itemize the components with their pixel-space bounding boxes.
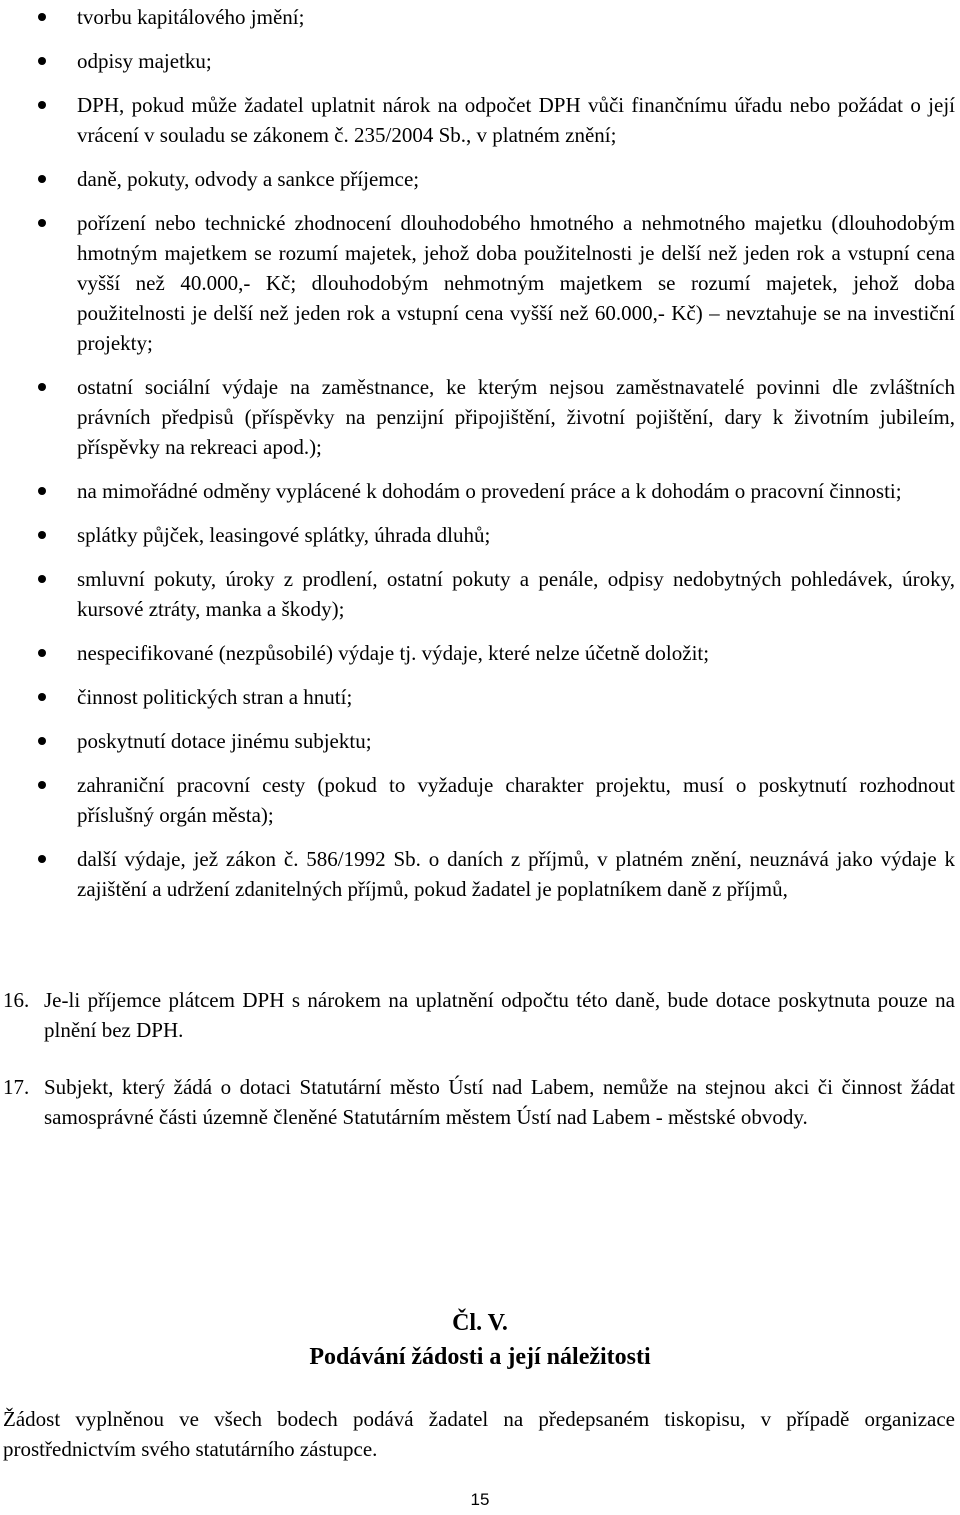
- list-item: [0, 520, 960, 550]
- bullet-icon: [38, 531, 46, 539]
- bullet-icon: [38, 737, 46, 745]
- article-paragraph: Žádost vyplněnou ve všech bodech podává žadatel na předepsaném tiskopisu, v případě organizace prostřednictvím svého statutárního zástupce.: [3, 1407, 955, 1461]
- list-item: [0, 372, 960, 462]
- article-title: Podávání žádosti a její náležitosti: [309, 1344, 651, 1370]
- list-item-text: splátky půjček, leasingové splátky, úhrada dluhů;: [77, 523, 491, 547]
- page-number: 15: [470, 1490, 490, 1509]
- numbered-item-17: [0, 1072, 955, 1132]
- list-item-text: nespecifikované (nezpůsobilé) výdaje tj. výdaje, které nelze účetně doložit;: [77, 641, 710, 665]
- list-item-text: pořízení nebo technické zhodnocení dlouhodobého hmotného a nehmotného majetku (dlouhodobým hmotným majetkem se rozumí majetek, jehož doba použitelnosti je delší než jeden rok a vstupní cena vyšší než 40.000,- Kč; dlouhodobým nehmotným majetkem se rozumí majetek, jehož doba použitelnosti je delší než jeden rok a vstupní cena vyšší než 60.000,- Kč) – nevztahuje se na investiční projekty;: [77, 211, 955, 355]
- list-item: [0, 770, 960, 830]
- list-item-text: ostatní sociální výdaje na zaměstnance, ke kterým nejsou zaměstnavatelé povinni dle zvláštních právních předpisů (příspěvky na penzijní připojištění, životní pojištění, dary k životním jubileím, příspěvky na rekreaci apod.);: [77, 375, 955, 459]
- list-item: [0, 682, 960, 712]
- bullet-icon: [38, 781, 46, 789]
- bullet-icon: [38, 487, 46, 495]
- list-item: [0, 208, 960, 358]
- list-item-text: tvorbu kapitálového jmění;: [77, 5, 305, 29]
- numbered-item-16: [0, 985, 955, 1045]
- list-item-text: DPH, pokud může žadatel uplatnit nárok na odpočet DPH vůči finančnímu úřadu nebo požádat o její vrácení v souladu se zákonem č. 235/2004 Sb., v platném znění;: [77, 93, 955, 147]
- list-item-text: další výdaje, jež zákon č. 586/1992 Sb. o daních z příjmů, v platném znění, neuznává jako výdaje k zajištění a udržení zdanitelných příjmů, pokud žadatel je poplatníkem daně z příjmů,: [77, 847, 955, 901]
- bullet-icon: [38, 101, 46, 109]
- list-item: [0, 46, 960, 76]
- article-number: Čl. V.: [452, 1310, 508, 1336]
- bullet-icon: [38, 649, 46, 657]
- list-item: [0, 726, 960, 756]
- list-item: [0, 844, 960, 904]
- list-item: [0, 164, 960, 194]
- bullet-icon: [38, 693, 46, 701]
- list-item-text: poskytnutí dotace jinému subjektu;: [77, 729, 372, 753]
- bullet-icon: [38, 219, 46, 227]
- list-item: [0, 638, 960, 668]
- item-number: 17.: [3, 1075, 30, 1099]
- list-item-text: daně, pokuty, odvody a sankce příjemce;: [77, 167, 420, 191]
- list-item-text: smluvní pokuty, úroky z prodlení, ostatní pokuty a penále, odpisy nedobytných pohledávek, úroky, kursové ztráty, manka a škody);: [77, 567, 955, 621]
- bullet-icon: [38, 175, 46, 183]
- list-item: [0, 476, 960, 506]
- list-item: [0, 564, 960, 624]
- item-text: Subjekt, který žádá o dotaci Statutární město Ústí nad Labem, nemůže na stejnou akci či činnost žádat samosprávné části územně členěné Statutárním městem Ústí nad Labem - městské obvody.: [44, 1075, 955, 1129]
- bullet-icon: [38, 383, 46, 391]
- bullet-icon: [38, 57, 46, 65]
- list-item: [0, 90, 960, 150]
- bullet-icon: [38, 855, 46, 863]
- bullet-icon: [38, 13, 46, 21]
- item-text: Je-li příjemce plátcem DPH s nárokem na uplatnění odpočtu této daně, bude dotace poskytnuta pouze na plnění bez DPH.: [44, 988, 955, 1042]
- list-item-text: zahraniční pracovní cesty (pokud to vyžaduje charakter projektu, musí o poskytnutí rozhodnout příslušný orgán města);: [77, 773, 955, 827]
- item-number: 16.: [3, 988, 30, 1012]
- ineligible-expenses-list: [0, 2, 960, 904]
- list-item-text: na mimořádné odměny vyplácené k dohodám o provedení práce a k dohodám o pracovní činnosti;: [77, 479, 902, 503]
- list-item-text: odpisy majetku;: [77, 49, 212, 73]
- list-item-text: činnost politických stran a hnutí;: [77, 685, 353, 709]
- list-item: [0, 2, 960, 32]
- bullet-icon: [38, 575, 46, 583]
